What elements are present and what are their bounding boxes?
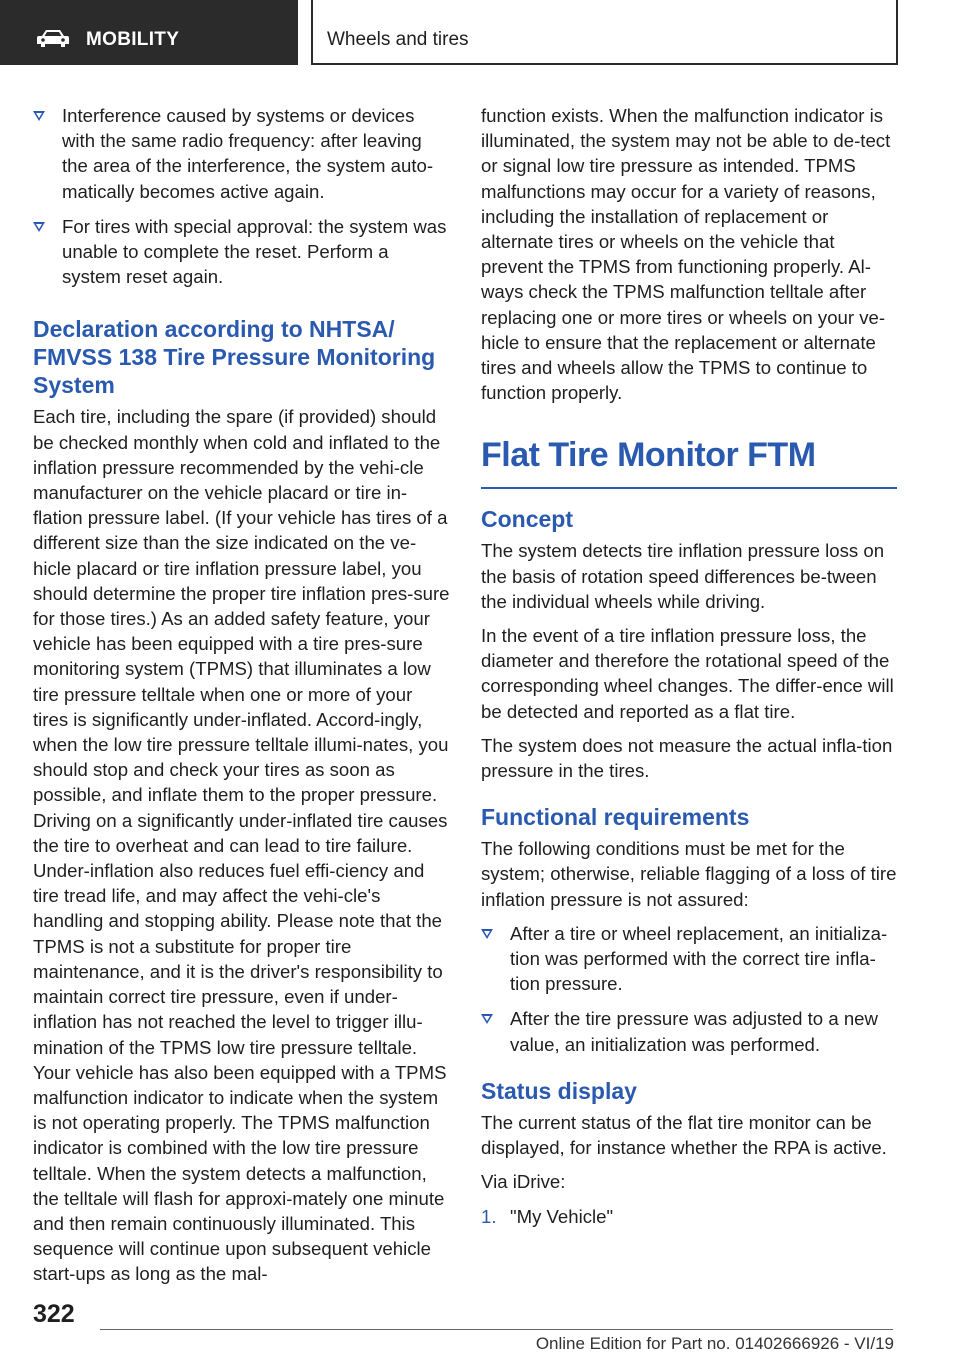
list-item [33,103,451,204]
page-number: 322 [33,1300,75,1328]
declaration-heading: Declaration according to NHTSA/ FMVSS 138 Tire Pressure Monitoring System [33,316,436,399]
functional-requirements-heading: Functional requirements [481,804,750,831]
concept-paragraph-2: In the event of a tire inflation pressure loss, the diameter and therefore the rotational speed of the corresponding wheel changes. The differ‐ence will be detected and reported as a flat tire. [481,625,894,722]
list-item [33,214,451,290]
list-item-text: For tires with special approval: the system was unable to complete the reset. Perform a system reset again. [62,215,447,288]
list-item [481,1006,897,1056]
list-item-text: Interference caused by systems or devices with the same radio frequency: after leaving the area of the interference, the system auto‐matically becomes active again. [62,105,434,202]
declaration-paragraph: Each tire, including the spare (if provided) should be checked monthly when cold and inflated to the inflation pressure recommended by the vehi‐cle manufacturer on the vehicle placard or tire in‐flation pressure label. (If your vehicle has tires of a different size than the size indicated on the ve‐hicle placard or tire inflation pressure label, you should determine the proper tire inflation pres‐sure for those tires.) As an added safety feature, your vehicle has been equipped with a tire pres‐sure monitoring system (TPMS) that illuminates a low tire pressure telltale when one or more of your tires is significantly under-inflated. Accord‐ingly, when the low tire pressure telltale illumi‐nates, you should stop and check your tires as soon as possible, and inflate them to the proper pressure. Driving on a significantly under-inflated tire causes the tire to overheat and can lead to tire failure. Under-inflation also reduces fuel effi‐ciency and tire tread life, and may affect the vehi‐cle's handling and stopping ability. Please note that the TPMS is not a substitute for proper tire maintenance, and it is the driver's responsibility to maintain correct tire pressure, even if under-inflation has not reached the level to trigger illu‐mination of the TPMS low tire pressure telltale. Your vehicle has also been equipped with a TPMS malfunction indicator to indicate when the system is not operating properly. The TPMS malfunction indicator is combined with the low tire pressure telltale. When the system detects a malfunction, the telltale will flash for approxi‐mately one minute and then remain continuously illuminated. This sequence will continue upon subsequent vehicle start-ups as long as the mal‐ [33,406,450,1285]
list-item [481,921,897,997]
footer-edition: Online Edition for Part no. 01402666926 - VI/19 [535,1334,894,1353]
header-section-box [311,0,898,65]
via-idrive-label: Via iDrive: [481,1171,566,1193]
numbered-step [481,1204,897,1229]
bullet-triangle-icon [33,111,45,121]
bullet-triangle-icon [481,1014,493,1024]
status-display-heading: Status display [481,1077,637,1104]
step-text: "My Vehicle" [510,1205,614,1227]
continued-paragraph: function exists. When the malfunction indicator is illuminated, the system may not be able to de‐tect or signal low tire pressure as intended. TPMS malfunctions may occur for a variety of reasons, including the installation of replacement or alternate tires or wheels on the vehicle that prevent the TPMS from functioning properly. Al‐ways check the TPMS malfunction telltale after replacing one or more tires or wheels on your ve‐hicle to ensure that the replacement or alternate tires and wheels allow the TPMS to continue to function properly. [481,105,891,404]
footer-rule [100,1329,893,1330]
list-item-text: After the tire pressure was adjusted to a new value, an initialization was performed. [510,1008,878,1055]
status-display-paragraph: The current status of the flat tire monitor can be displayed, for instance whether the RPA is active. [481,1111,887,1159]
step-number: 1. [481,1205,497,1227]
chapter-label: MOBILITY [86,29,180,50]
right-column [481,103,897,1229]
left-column [33,103,451,1296]
car-icon [36,28,70,48]
main-heading: Flat Tire Monitor FTM [481,435,897,489]
functional-requirements-paragraph: The following conditions must be met for the system; otherwise, reliable flagging of a loss of tire inflation pressure is not assured: [481,838,897,910]
section-title: Wheels and tires [327,29,469,50]
header-chapter-tab [0,0,298,65]
concept-paragraph-3: The system does not measure the actual infla‐tion pressure in the tires. [481,734,893,782]
concept-heading: Concept [481,506,573,533]
bullet-triangle-icon [33,222,45,232]
bullet-triangle-icon [481,929,493,939]
concept-paragraph-1: The system detects tire inflation pressure loss on the basis of rotation speed differences be‐tween the individual wheels while driving. [481,540,885,612]
list-item-text: After a tire or wheel replacement, an initializa‐tion was performed with the correct tire infla‐tion pressure. [510,922,888,995]
